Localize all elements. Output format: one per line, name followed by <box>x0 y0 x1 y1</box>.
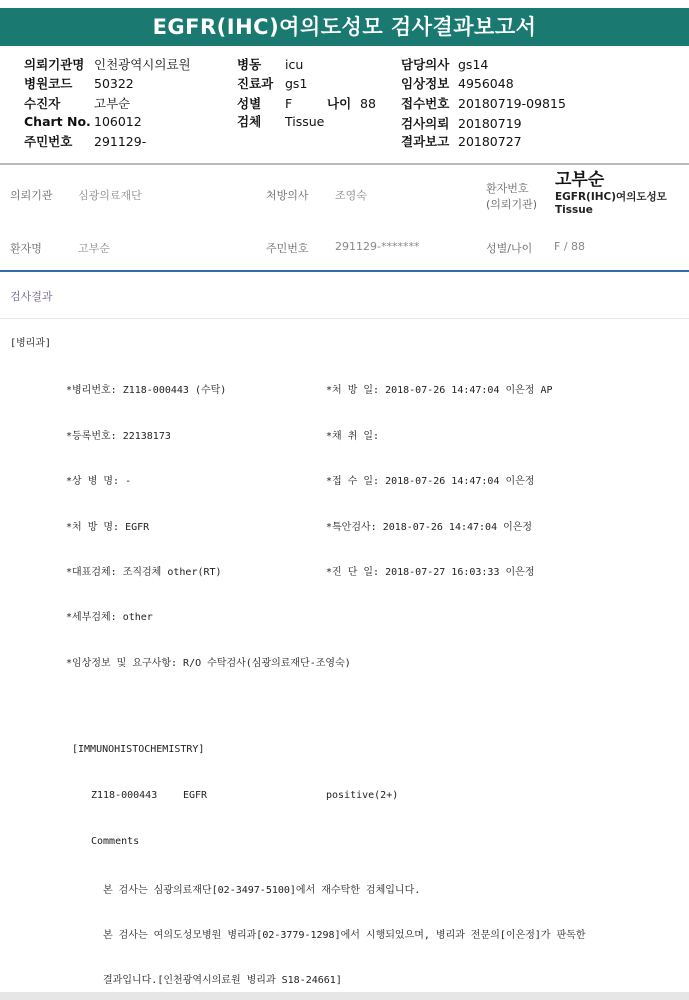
report-field: *채 취 일: <box>326 431 380 442</box>
ihc-marker: EGFR <box>183 790 208 801</box>
report-field: *특안검사: 2018-07-26 14:47:04 이은정 <box>326 522 533 533</box>
report-field: *접 수 일: 2018-07-26 14:47:04 이은정 <box>326 476 535 487</box>
patient-name-stamp: 고부순 <box>555 170 605 190</box>
comments-label: Comments <box>91 836 140 847</box>
patient-value: 고부순 <box>78 242 110 255</box>
header-value: gs1 <box>285 76 308 91</box>
sex-age-label: 성별/나이 <box>486 242 533 255</box>
header-label: 성별 <box>237 96 262 111</box>
header-value: 20180727 <box>458 134 522 149</box>
comment-line: 결과입니다.[인천광역시의료원 병리과 S18-24661] <box>103 975 342 986</box>
divider <box>0 270 689 272</box>
header-institution <box>24 55 191 73</box>
sex-age-value: F / 88 <box>554 240 586 253</box>
header-label: 병동 <box>237 57 262 72</box>
header-age <box>327 94 376 112</box>
patient-no-label: 환자번호 <box>486 182 529 195</box>
header-value: gs14 <box>458 57 489 72</box>
ihc-id: Z118-000443 <box>91 790 158 801</box>
header-label: 결과보고 <box>401 134 450 149</box>
header-label: Chart No. <box>24 114 91 129</box>
header-value: F <box>285 96 293 111</box>
header-label: 병원코드 <box>24 76 73 91</box>
doctor-value: 조영숙 <box>335 189 367 202</box>
header-request-date <box>401 114 522 132</box>
header-label: 접수번호 <box>401 96 450 111</box>
header-label: 의뢰기관명 <box>24 57 85 72</box>
header-chart-no <box>24 114 142 129</box>
report-field: *처 방 일: 2018-07-26 14:47:04 이은정 AP <box>326 385 553 396</box>
header-report-date <box>401 132 522 150</box>
header-label: 임상정보 <box>401 76 450 91</box>
report-title: EGFR(IHC)여의도성모 검사결과보고서 <box>0 8 689 46</box>
divider <box>0 318 689 319</box>
doctor-label: 처방의사 <box>266 189 309 202</box>
header-value: 인천광역시의료원 <box>94 57 191 72</box>
report-field: *대표검체: 조직검체 other(RT) <box>66 567 222 578</box>
page-bottom-edge <box>0 992 689 1000</box>
rrn-value: 291129-******* <box>335 240 420 253</box>
report-field: *세부검체: other <box>66 612 153 623</box>
header-clinical-info <box>401 74 514 92</box>
header-hospital-code <box>24 74 134 92</box>
ihc-header: [IMMUNOHISTOCHEMISTRY] <box>72 744 205 755</box>
patient-no-sublabel: (의뢰기관) <box>486 198 538 211</box>
report-field: *상 병 명: - <box>66 476 132 487</box>
header-value: Tissue <box>285 114 325 129</box>
rrn-label: 주민번호 <box>266 242 309 255</box>
header-receipt-no <box>401 94 566 112</box>
report-field: *병리번호: Z118-000443 (수탁) <box>66 385 227 396</box>
section-title: 검사결과 <box>10 290 53 303</box>
ihc-result: positive(2+) <box>326 790 399 801</box>
header-label: 검체 <box>237 114 262 129</box>
report-field: *등록번호: 22138173 <box>66 431 171 442</box>
header-value: 88 <box>360 96 376 111</box>
header-doctor <box>401 55 488 73</box>
report-field: *처 방 명: EGFR <box>66 522 150 533</box>
patient-label: 환자명 <box>10 242 42 255</box>
test-name-stamp: EGFR(IHC)여의도성모 <box>555 191 667 203</box>
institution-label: 의뢰기관 <box>10 189 53 202</box>
report-field: *임상정보 및 요구사항: R/O 수탁검사(심광의료재단-조영숙) <box>66 658 351 669</box>
header-rrn <box>24 132 146 150</box>
header-label: 주민번호 <box>24 134 73 149</box>
header-department <box>237 74 307 92</box>
comment-line: 본 검사는 여의도성모병원 병리과[02-3779-1298]에서 시행되었으며, 병리과 전문의[이은정]가 판독한 <box>103 930 586 941</box>
header-label: 수진자 <box>24 96 61 111</box>
header-value: 고부순 <box>94 96 131 111</box>
report-field: *진 단 일: 2018-07-27 16:03:33 이은정 <box>326 567 535 578</box>
header-label: 진료과 <box>237 76 274 91</box>
header-value: 50322 <box>94 76 134 91</box>
institution-value: 심광의료재단 <box>78 189 142 202</box>
header-label: 나이 <box>327 96 352 111</box>
header-value: 291129- <box>94 134 147 149</box>
header-sex <box>237 94 292 112</box>
department-tag: [병리과] <box>10 338 52 349</box>
comment-line: 본 검사는 심광의료재단[02-3497-5100]에서 재수탁한 검체입니다. <box>103 885 421 896</box>
header-value: 4956048 <box>458 76 514 91</box>
header-value: 20180719-09815 <box>458 96 566 111</box>
header-value: 106012 <box>94 114 142 129</box>
header-specimen <box>237 112 324 130</box>
header-label: 담당의사 <box>401 57 450 72</box>
header-value: icu <box>285 57 304 72</box>
header-ward <box>237 55 303 73</box>
header-value: 20180719 <box>458 116 522 131</box>
specimen-stamp: Tissue <box>555 204 593 216</box>
header-label: 검사의뢰 <box>401 116 450 131</box>
header-patient <box>24 94 130 112</box>
